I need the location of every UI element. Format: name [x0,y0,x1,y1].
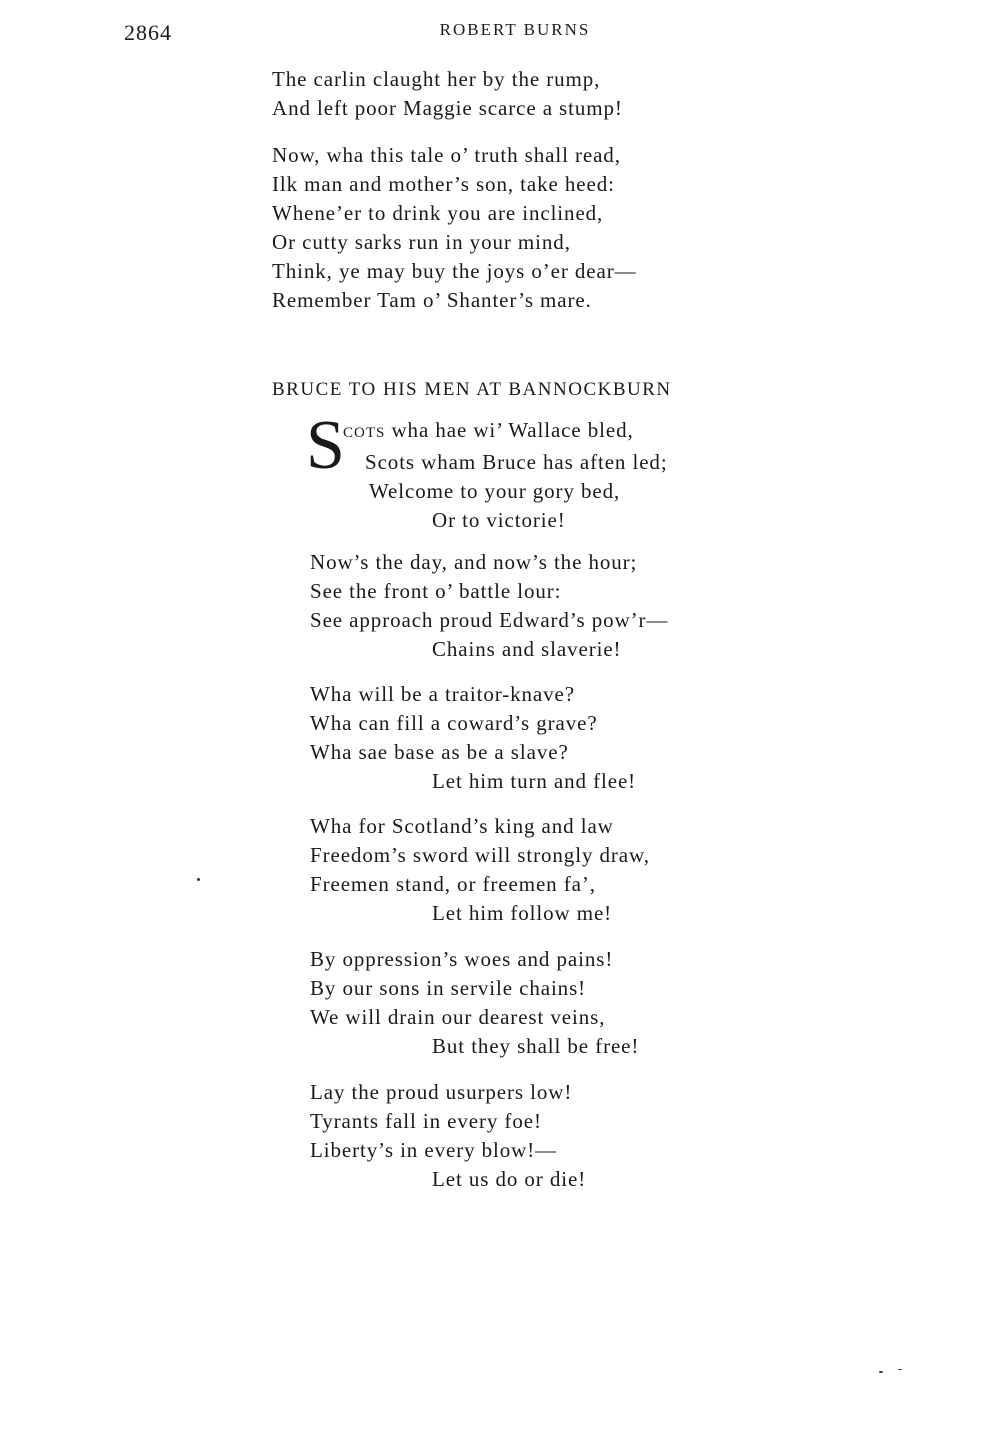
verse-line: Wha for Scotland’s king and law [310,814,614,838]
poem-stanza-4 [310,812,650,928]
verse-line: Now’s the day, and now’s the hour; [310,550,638,574]
verse-line [343,416,668,448]
verse-line: Lay the proud usurpers low! [310,1080,573,1104]
running-head: ROBERT BURNS [439,20,591,39]
verse-line: Wha will be a traitor-knave? [310,682,575,706]
scan-speck [197,878,200,881]
verse-refrain: Or to victorie! [432,507,566,532]
verse-line: Welcome to your gory bed, [369,478,621,503]
verse-refrain: Let us do or die! [432,1166,587,1191]
verse-line: Wha sae base as be a slave? [310,739,569,764]
verse-line: Ilk man and mother’s son, take heed: [272,171,615,196]
verse-refrain: Let him follow me! [432,900,613,925]
verse-line: Think, ye may buy the joys o’er dear— [272,258,637,283]
verse-line: Freemen stand, or freemen fa’, [310,871,596,896]
verse-line: See the front o’ battle lour: [310,578,562,603]
verse-line: Wha can fill a coward’s grave? [310,710,598,735]
verse-refrain: Let him turn and flee! [432,768,637,793]
verse-line: By oppression’s woes and pains! [310,947,614,971]
verse-refrain: But they shall be free! [432,1033,640,1058]
verse-line-rest: wha hae wi’ Wallace bled, [385,418,634,442]
verse-line: By our sons in servile chains! [310,975,587,1000]
verse-line: Remember Tam o’ Shanter’s mare. [272,287,592,312]
verse-line: Tyrants fall in every foe! [310,1108,542,1133]
verse-line: Whene’er to drink you are inclined, [272,200,604,225]
poem-stanza-1 [343,416,668,535]
poem-stanza-6 [310,1078,586,1194]
poem-stanza-3 [310,680,636,796]
verse-line: We will drain our dearest veins, [310,1004,606,1029]
verse-line: Freedom’s sword will strongly draw, [310,842,650,867]
verse-line: Now, wha this tale o’ truth shall read, [272,143,621,167]
poem-stanza-2 [310,548,668,664]
verse-line: Scots wham Bruce has aften led; [365,449,668,474]
scan-speck [898,1369,902,1370]
poem-stanza-5 [310,945,639,1061]
previous-poem-stanza-2 [272,141,637,314]
first-word-smallcaps: COTS [343,425,386,441]
page-number: 2864 [124,20,172,45]
drop-cap: S [306,407,345,484]
scan-speck [879,1371,883,1373]
verse-line: See approach proud Edward’s pow’r— [310,607,669,632]
previous-poem-stanza-1 [272,65,623,123]
poem-title: BRUCE TO HIS MEN AT BANNOCKBURN [272,379,672,400]
verse-refrain: Chains and slaverie! [432,636,622,661]
verse-line: Or cutty sarks run in your mind, [272,229,571,254]
verse-line: The carlin claught her by the rump, [272,67,601,91]
verse-line: And left poor Maggie scarce a stump! [272,95,623,120]
verse-line: Liberty’s in every blow!— [310,1137,558,1162]
